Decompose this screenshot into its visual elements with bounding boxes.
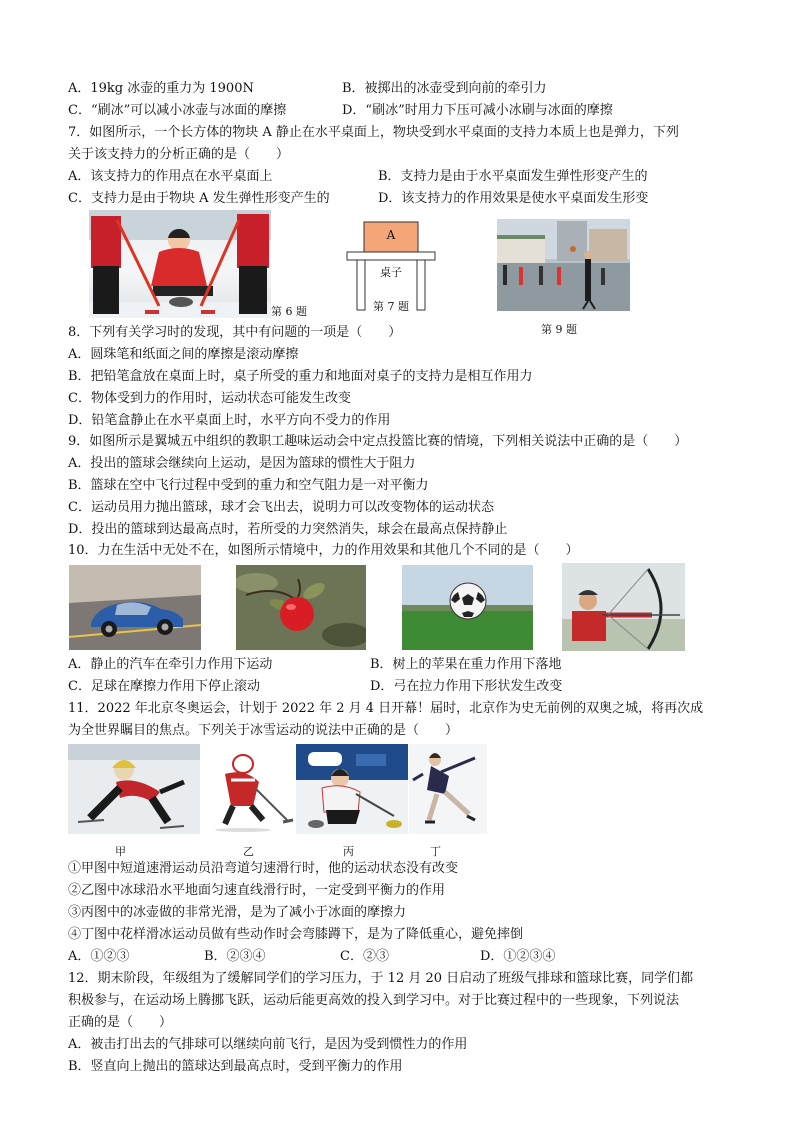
q12-option-a: A．被击打出去的气排球可以继续向前飞行，是因为受到惯性力的作用 (68, 1037, 468, 1052)
q7-option-a: A．该支持力的作用点在水平桌面上 (68, 169, 273, 184)
q10-option-d: D．弓在拉力作用下形状发生改变 (370, 679, 563, 694)
q10-option-c: C．足球在摩擦力作用下停止滚动 (68, 679, 260, 694)
q7-option-b: B．支持力是由于水平桌面发生弹性形变产生的 (378, 169, 648, 184)
q9-option-c: C．运动员用力抛出篮球，球才会飞出去，说明力可以改变物体的运动状态 (68, 500, 494, 515)
archery-photo (562, 563, 685, 651)
q11-item-2: ②乙图中冰球沿水平地面匀速直线滑行时，一定受到平衡力的作用 (68, 883, 446, 898)
car-photo (69, 565, 201, 650)
q7-option-c: C．支持力是由于物块 A 发生弹性形变产生的 (68, 191, 330, 206)
block-a-label: A (386, 228, 396, 242)
apple-photo (236, 565, 366, 650)
q8-option-c: C．物体受到力的作用时，运动状态可能发生改变 (68, 391, 351, 406)
figure-label-ding: 丁 (430, 845, 441, 858)
table-label: 桌子 (380, 266, 402, 279)
figure-label-yi: 乙 (243, 845, 254, 858)
q9-figure-caption: 第 9 题 (541, 323, 577, 336)
q6-option-c: C．“刷冰”可以减小冰壶与冰面的摩擦 (68, 103, 287, 118)
q9-option-d: D．投出的篮球到达最高点时，若所受的力突然消失，球会在最高点保持静止 (68, 522, 508, 537)
q12-stem-line-2: 积极参与，在运动场上腾挪飞跃，运动后能更高效的投入到学习中。对于比赛过程中的一些现象，下列说法 (68, 993, 680, 1008)
soccer-ball-photo (402, 565, 533, 650)
q11-stem-line-1: 11．2022 年北京冬奥运会，计划于 2022 年 2 月 4 日开幕！届时，北京作为史无前例的双奥之城，将再次成 (68, 701, 704, 716)
q11-item-1: ①甲图中短道速滑运动员沿弯道匀速滑行时，他的运动状态没有改变 (68, 861, 459, 876)
q12-stem-line-3: 正确的是（ ） (68, 1015, 173, 1030)
q7-option-d: D．该支持力的作用效果是使水平桌面发生形变 (378, 191, 649, 206)
basketball-photo (497, 219, 630, 311)
q8-option-d: D．铅笔盒静止在水平桌面上时，水平方向不受力的作用 (68, 413, 391, 428)
q6-figure-caption: 第 6 题 (271, 305, 307, 318)
q6-option-a: A．19kg 冰壶的重力为 1900N (68, 81, 254, 96)
q6-option-b: B．被掷出的冰壶受到向前的牵引力 (342, 81, 547, 96)
q12-stem-line-1: 12．期末阶段，年级组为了缓解同学们的学习压力，于 12 月 20 日启动了班级气排球和篮球比赛，同学们都 (68, 971, 694, 986)
q11-stem-line-2: 为全世界瞩目的焦点。下列关于冰雪运动的说法中正确的是（ ） (68, 723, 459, 738)
q11-option-b: B．②③④ (204, 949, 266, 964)
q8-option-b: B．把铅笔盒放在桌面上时，桌子所受的重力和地面对桌子的支持力是相互作用力 (68, 369, 533, 384)
q11-option-c: C．②③ (340, 949, 389, 964)
q7-stem-line-1: 7．如图所示，一个长方体的物块 A 静止在水平桌面上，物块受到水平桌面的支持力本质上也是弹力，下列 (68, 125, 679, 140)
q12-option-b: B．竖直向上抛出的篮球达到最高点时，受到平衡力的作用 (68, 1059, 403, 1074)
q9-option-b: B．篮球在空中飞行过程中受到的重力和空气阻力是一对平衡力 (68, 478, 429, 493)
q11-item-3: ③丙图中的冰壶做的非常光滑，是为了减小于冰面的摩擦力 (68, 905, 407, 920)
speed-skating-photo (68, 744, 200, 834)
block-on-table-diagram (346, 218, 436, 318)
q11-option-a: A．①②③ (68, 949, 130, 964)
q11-item-4: ④丁图中花样滑冰运动员做有些动作时会弯膝蹲下，是为了降低重心，避免摔倒 (68, 927, 524, 942)
q10-option-b: B．树上的苹果在重力作用下落地 (370, 657, 562, 672)
q7-stem-line-2: 关于该支持力的分析正确的是（ ） (68, 147, 290, 162)
figure-label-bing: 丙 (343, 845, 354, 858)
curling-athlete-photo (296, 744, 408, 834)
q7-figure-caption: 第 7 题 (373, 300, 409, 313)
q9-option-a: A．投出的篮球会继续向上运动，是因为篮球的惯性大于阻力 (68, 456, 416, 471)
q6-option-d: D．“刷冰”时用力下压可减小冰刷与冰面的摩擦 (342, 103, 613, 118)
figure-label-jia: 甲 (115, 845, 126, 858)
q8-option-a: A．圆珠笔和纸面之间的摩擦是滚动摩擦 (68, 347, 299, 362)
q11-option-d: D．①②③④ (480, 949, 556, 964)
curling-photo (89, 210, 271, 318)
q10-option-a: A．静止的汽车在牵引力作用下运动 (68, 657, 273, 672)
q10-stem: 10．力在生活中无处不在，如图所示情境中，力的作用效果和其他几个不同的是（ ） (68, 543, 579, 558)
q8-stem: 8．下列有关学习时的发现，其中有问题的一项是（ ） (68, 325, 402, 340)
q9-stem: 9．如图所示是翼城五中组织的教职工趣味运动会中定点投篮比赛的情境，下列相关说法中正确的是（ ） (68, 434, 688, 449)
ice-hockey-photo (203, 744, 295, 834)
figure-skating-photo (409, 744, 487, 834)
